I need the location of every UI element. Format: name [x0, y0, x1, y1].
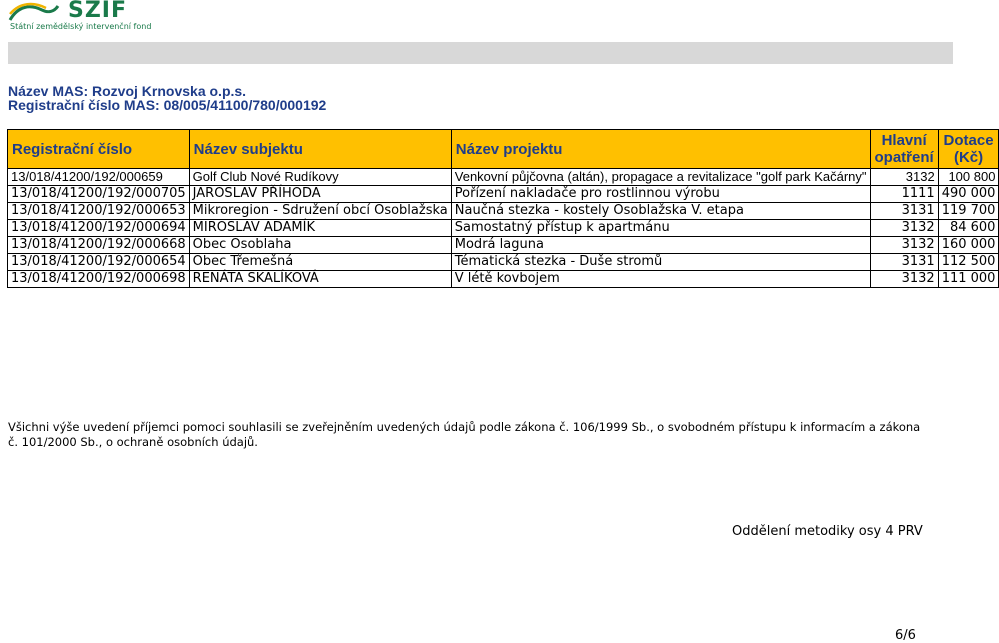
cell-project: Naučná stezka - kostely Osoblažska V. etapa	[451, 203, 870, 220]
cell-registration: 13/018/41200/192/000705	[8, 186, 190, 203]
cell-measure: 3131	[870, 203, 938, 220]
szif-logo-mark-icon	[8, 2, 60, 22]
column-header-registration: Registrační číslo	[8, 130, 190, 169]
mas-name: Název MAS: Rozvoj Krnovska o.p.s.	[8, 83, 247, 99]
cell-measure: 3132	[870, 169, 938, 186]
cell-project: Tématická stezka - Duše stromů	[451, 254, 870, 271]
table-row	[8, 271, 999, 288]
cell-grant: 119 700	[938, 203, 999, 220]
cell-registration: 13/018/41200/192/000668	[8, 237, 190, 254]
cell-grant: 111 000	[938, 271, 999, 288]
cell-subject: RENÁTA SKALÍKOVÁ	[189, 271, 451, 288]
cell-measure: 3132	[870, 220, 938, 237]
cell-measure: 1111	[870, 186, 938, 203]
table-row	[8, 169, 999, 186]
cell-project: V létě kovbojem	[451, 271, 870, 288]
cell-project: Samostatný přístup k apartmánu	[451, 220, 870, 237]
cell-measure: 3132	[870, 271, 938, 288]
page-number: 6/6	[895, 628, 916, 643]
logo-text: SZIF	[68, 0, 128, 23]
cell-subject: JAROSLAV PŘÍHODA	[189, 186, 451, 203]
column-header-grant: Dotace (Kč)	[938, 130, 999, 169]
table-row	[8, 186, 999, 203]
header-band	[8, 42, 953, 64]
cell-subject: Obec Osoblaha	[189, 237, 451, 254]
cell-grant: 490 000	[938, 186, 999, 203]
mas-registration: Registrační číslo MAS: 08/005/41100/780/000192	[8, 97, 327, 113]
cell-registration: 13/018/41200/192/000654	[8, 254, 190, 271]
cell-registration: 13/018/41200/192/000698	[8, 271, 190, 288]
cell-grant: 160 000	[938, 237, 999, 254]
cell-subject: Golf Club Nové Rudíkovy	[189, 169, 451, 186]
table-row	[8, 220, 999, 237]
column-header-measure: Hlavní opatření	[870, 130, 938, 169]
department-signature: Oddělení metodiky osy 4 PRV	[732, 524, 923, 539]
privacy-notice: Všichni výše uvedení příjemci pomoci souhlasili se zveřejněním uvedených údajů podle zákona č. 106/1999 Sb., o svobodném přístupu k informacím a zákona č. 101/2000 Sb., o ochraně osobních údajů.	[8, 420, 921, 449]
cell-project: Modrá laguna	[451, 237, 870, 254]
table-row	[8, 237, 999, 254]
logo-subtitle: Státní zemědělský intervenční fond	[10, 22, 152, 31]
cell-grant: 100 800	[938, 169, 999, 186]
cell-subject: Obec Třemešná	[189, 254, 451, 271]
cell-registration: 13/018/41200/192/000659	[8, 169, 190, 186]
cell-grant: 112 500	[938, 254, 999, 271]
projects-table	[7, 129, 999, 288]
cell-registration: 13/018/41200/192/000653	[8, 203, 190, 220]
table-row	[8, 254, 999, 271]
table-header-row	[8, 130, 999, 169]
cell-subject: MIROSLAV ADAMÍK	[189, 220, 451, 237]
cell-grant: 84 600	[938, 220, 999, 237]
cell-project: Pořízení nakladače pro rostlinnou výrobu	[451, 186, 870, 203]
column-header-subject: Název subjektu	[189, 130, 451, 169]
table-row	[8, 203, 999, 220]
column-header-project: Název projektu	[451, 130, 870, 169]
cell-subject: Mikroregion - Sdružení obcí Osoblažska	[189, 203, 451, 220]
cell-registration: 13/018/41200/192/000694	[8, 220, 190, 237]
cell-measure: 3132	[870, 237, 938, 254]
szif-logo	[8, 0, 152, 34]
cell-measure: 3131	[870, 254, 938, 271]
cell-project: Venkovní půjčovna (altán), propagace a revitalizace "golf park Kačárny"	[451, 169, 870, 186]
